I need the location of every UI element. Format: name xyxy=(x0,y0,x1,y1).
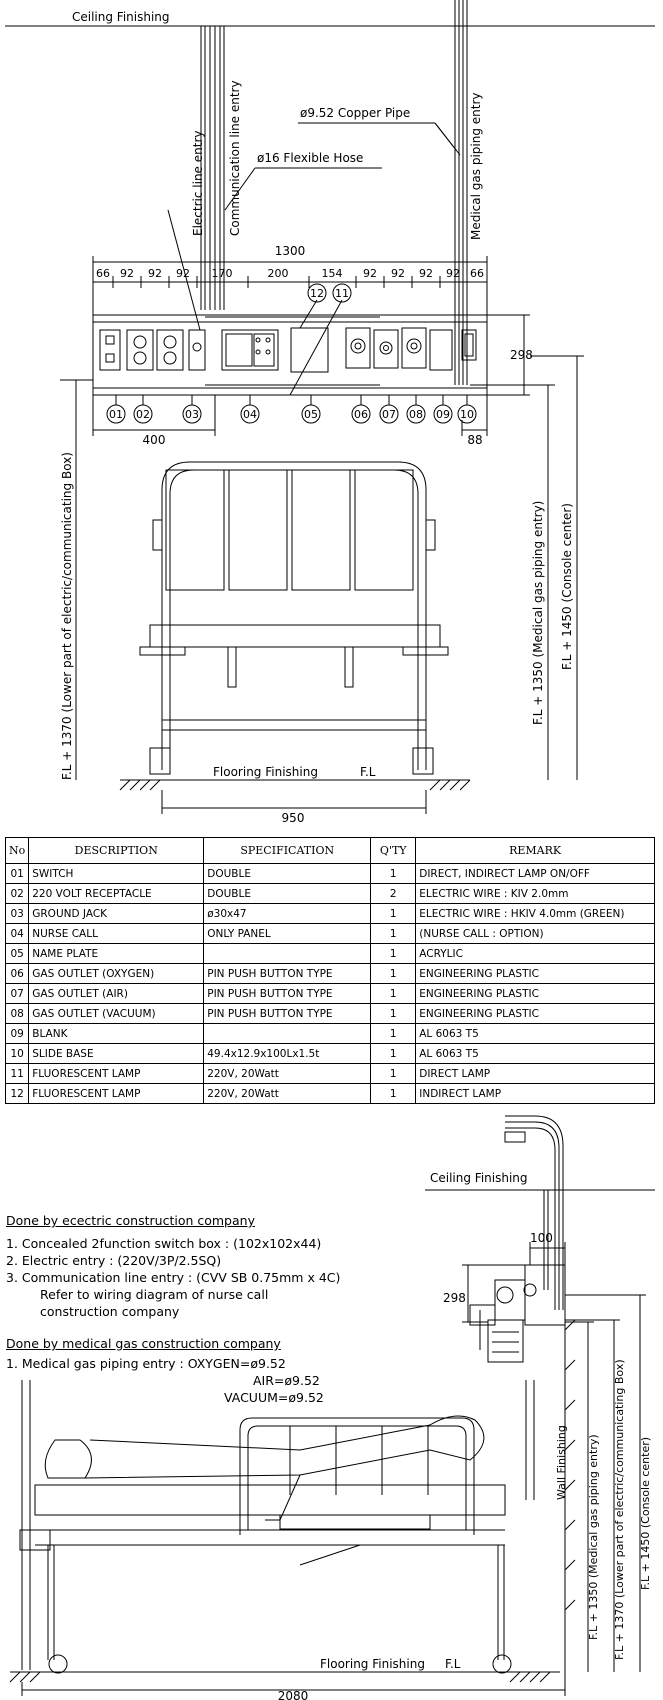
table-row xyxy=(6,1004,655,1024)
medical-gas-entry-label: Medical gas piping entry xyxy=(469,92,483,240)
cell-no: 10 xyxy=(6,1044,29,1064)
callout-03: 03 xyxy=(185,408,199,421)
dim-88: 88 xyxy=(467,433,483,447)
dim-400: 400 xyxy=(142,433,166,447)
fl-label: F.L xyxy=(360,765,376,779)
cell-qty: 1 xyxy=(371,924,416,944)
seg-7: 92 xyxy=(363,267,377,280)
cell-qty: 1 xyxy=(371,984,416,1004)
seg-5: 200 xyxy=(267,267,289,280)
component-table xyxy=(5,837,655,1104)
cell-description: 220 VOLT RECEPTACLE xyxy=(29,884,204,904)
cell-no: 09 xyxy=(6,1024,29,1044)
seg-9: 92 xyxy=(419,267,433,280)
bed-front-view xyxy=(140,462,448,774)
side-v2-label: F.L + 1370 (Lower part of electric/communicating Box) xyxy=(613,1359,626,1660)
seg-6: 154 xyxy=(321,267,343,280)
cell-remark: ELECTRIC WIRE : HKIV 4.0mm (GREEN) xyxy=(416,904,655,924)
electric-note-3b: construction company xyxy=(40,1304,180,1319)
callout-10: 10 xyxy=(460,408,474,421)
cell-remark: AL 6063 T5 xyxy=(416,1044,655,1064)
th-qty: Q'TY xyxy=(371,838,416,864)
cell-qty: 1 xyxy=(371,1004,416,1024)
side-pipes xyxy=(505,1116,563,1310)
seg-2: 92 xyxy=(148,267,162,280)
cell-description: GAS OUTLET (VACUUM) xyxy=(29,1004,204,1024)
cell-spec xyxy=(204,944,371,964)
callout-06: 06 xyxy=(354,408,368,421)
table-header-row xyxy=(6,838,655,864)
cell-spec: ø30x47 xyxy=(204,904,371,924)
front-v3-label: F.L + 1450 (Console center) xyxy=(560,503,574,670)
gas-notes-heading: Done by medical gas construction company xyxy=(6,1336,281,1351)
console-side-view xyxy=(470,1265,565,1362)
flooring-label: Flooring Finishing xyxy=(213,765,318,779)
dim-1300: 1300 xyxy=(274,244,306,258)
electric-notes xyxy=(6,1212,340,1320)
side-flooring-label: Flooring Finishing xyxy=(320,1657,425,1671)
cell-remark: ENGINEERING PLASTIC xyxy=(416,984,655,1004)
cell-no: 07 xyxy=(6,984,29,1004)
table-row xyxy=(6,964,655,984)
cell-spec xyxy=(204,1024,371,1044)
copper-pipe-label: ø9.52 Copper Pipe xyxy=(300,106,411,120)
floor-hatch xyxy=(120,780,470,790)
cell-spec: PIN PUSH BUTTON TYPE xyxy=(204,1004,371,1024)
gas-pipe-lines xyxy=(455,0,467,385)
side-floor-hatch xyxy=(10,1672,550,1682)
cell-no: 08 xyxy=(6,1004,29,1024)
gas-note-1: 1. Medical gas piping entry : OXYGEN=ø9.52 xyxy=(6,1356,286,1371)
table-row xyxy=(6,864,655,884)
callout-12: 12 xyxy=(310,287,324,300)
cell-description: SWITCH xyxy=(29,864,204,884)
cell-spec: 220V, 20Watt xyxy=(204,1084,371,1104)
cell-qty: 1 xyxy=(371,1024,416,1044)
table-row xyxy=(6,984,655,1004)
seg-3: 92 xyxy=(176,267,190,280)
console-panel xyxy=(93,315,487,395)
gas-note-3: VACUUM=ø9.52 xyxy=(224,1390,324,1405)
seg-4: 170 xyxy=(211,267,233,280)
side-fl-label: F.L xyxy=(445,1657,461,1671)
table-row xyxy=(6,944,655,964)
dim-298: 298 xyxy=(510,348,533,362)
cell-remark: ELECTRIC WIRE : KIV 2.0mm xyxy=(416,884,655,904)
cell-qty: 1 xyxy=(371,964,416,984)
cell-qty: 1 xyxy=(371,1084,416,1104)
electric-notes-heading: Done by ecectric construction company xyxy=(6,1213,255,1228)
cell-remark: DIRECT, INDIRECT LAMP ON/OFF xyxy=(416,864,655,884)
table-row xyxy=(6,884,655,904)
cell-remark: ENGINEERING PLASTIC xyxy=(416,1004,655,1024)
cell-no: 06 xyxy=(6,964,29,984)
cell-no: 12 xyxy=(6,1084,29,1104)
gas-notes xyxy=(6,1335,324,1406)
communication-line-entry-label: Communication line entry xyxy=(228,80,242,236)
callout-04: 04 xyxy=(243,408,257,421)
cell-no: 04 xyxy=(6,924,29,944)
table-row xyxy=(6,1064,655,1084)
cell-description: NAME PLATE xyxy=(29,944,204,964)
bed-side-view xyxy=(20,1380,534,1673)
electric-note-3a: Refer to wiring diagram of nurse call xyxy=(40,1287,269,1302)
cell-remark: ACRYLIC xyxy=(416,944,655,964)
callout-01: 01 xyxy=(109,408,123,421)
side-v3-label: F.L + 1450 (Console center) xyxy=(639,1436,652,1590)
cell-description: GAS OUTLET (OXYGEN) xyxy=(29,964,204,984)
front-v1-label: F.L + 1370 (Lower part of electric/communicating Box) xyxy=(60,452,74,780)
front-v2-label: F.L + 1350 (Medical gas piping entry) xyxy=(531,500,545,725)
callout-11: 11 xyxy=(335,287,349,300)
cell-qty: 1 xyxy=(371,944,416,964)
electric-note-1: 1. Concealed 2function switch box : (102x102x44) xyxy=(6,1236,322,1251)
th-remark: REMARK xyxy=(416,838,655,864)
front-elevation-drawing xyxy=(0,0,663,830)
cell-spec: 49.4x12.9x100Lx1.5t xyxy=(204,1044,371,1064)
table-row xyxy=(6,1044,655,1064)
cell-spec: DOUBLE xyxy=(204,884,371,904)
side-v1-label: F.L + 1350 (Medical gas piping entry) xyxy=(587,1434,600,1640)
cell-description: GROUND JACK xyxy=(29,904,204,924)
table-row xyxy=(6,1024,655,1044)
cell-no: 05 xyxy=(6,944,29,964)
table-row xyxy=(6,924,655,944)
seg-0: 66 xyxy=(96,267,110,280)
cell-remark: (NURSE CALL : OPTION) xyxy=(416,924,655,944)
dim-950: 950 xyxy=(281,811,305,825)
callout-09: 09 xyxy=(436,408,450,421)
cell-qty: 1 xyxy=(371,1044,416,1064)
cell-no: 02 xyxy=(6,884,29,904)
cell-description: FLUORESCENT LAMP xyxy=(29,1064,204,1084)
electric-note-3: 3. Communication line entry : (CVV SB 0.75mm x 4C) xyxy=(6,1270,341,1285)
th-description: DESCRIPTION xyxy=(29,838,204,864)
cell-description: BLANK xyxy=(29,1024,204,1044)
dim-2080: 2080 xyxy=(277,1689,309,1700)
cell-no: 11 xyxy=(6,1064,29,1084)
cell-spec: 220V, 20Watt xyxy=(204,1064,371,1084)
callout-05: 05 xyxy=(304,408,318,421)
cell-no: 01 xyxy=(6,864,29,884)
cell-spec: PIN PUSH BUTTON TYPE xyxy=(204,964,371,984)
cell-qty: 2 xyxy=(371,884,416,904)
cell-description: NURSE CALL xyxy=(29,924,204,944)
cell-spec: DOUBLE xyxy=(204,864,371,884)
cell-remark: AL 6063 T5 xyxy=(416,1024,655,1044)
wall-finishing-label: Wall Finishing xyxy=(555,1425,568,1500)
cell-qty: 1 xyxy=(371,1064,416,1084)
wall-hatch xyxy=(565,1320,575,1610)
seg-10: 92 xyxy=(446,267,460,280)
side-dim-298: 298 xyxy=(443,1291,466,1305)
side-ceiling-label: Ceiling Finishing xyxy=(430,1171,528,1185)
dim-100: 100 xyxy=(530,1231,553,1245)
callout-07: 07 xyxy=(382,408,396,421)
callout-08: 08 xyxy=(409,408,423,421)
cell-no: 03 xyxy=(6,904,29,924)
th-no: No xyxy=(6,838,29,864)
cell-qty: 1 xyxy=(371,904,416,924)
callout-02: 02 xyxy=(136,408,150,421)
seg-11: 66 xyxy=(470,267,484,280)
seg-1: 92 xyxy=(120,267,134,280)
cell-description: SLIDE BASE xyxy=(29,1044,204,1064)
table-row xyxy=(6,1084,655,1104)
cell-remark: INDIRECT LAMP xyxy=(416,1084,655,1104)
cell-remark: ENGINEERING PLASTIC xyxy=(416,964,655,984)
ceiling-label: Ceiling Finishing xyxy=(72,10,170,24)
cell-description: GAS OUTLET (AIR) xyxy=(29,984,204,1004)
seg-8: 92 xyxy=(391,267,405,280)
cell-remark: DIRECT LAMP xyxy=(416,1064,655,1084)
electric-line-entry-label: Electric line entry xyxy=(191,130,205,236)
th-specification: SPECIFICATION xyxy=(204,838,371,864)
cell-spec: PIN PUSH BUTTON TYPE xyxy=(204,984,371,1004)
table-row xyxy=(6,904,655,924)
cell-description: FLUORESCENT LAMP xyxy=(29,1084,204,1104)
electric-note-2: 2. Electric entry : (220V/3P/2.5SQ) xyxy=(6,1253,222,1268)
flexible-hose-label: ø16 Flexible Hose xyxy=(257,151,364,165)
cell-qty: 1 xyxy=(371,864,416,884)
cell-spec: ONLY PANEL xyxy=(204,924,371,944)
gas-note-2: AIR=ø9.52 xyxy=(253,1373,320,1388)
